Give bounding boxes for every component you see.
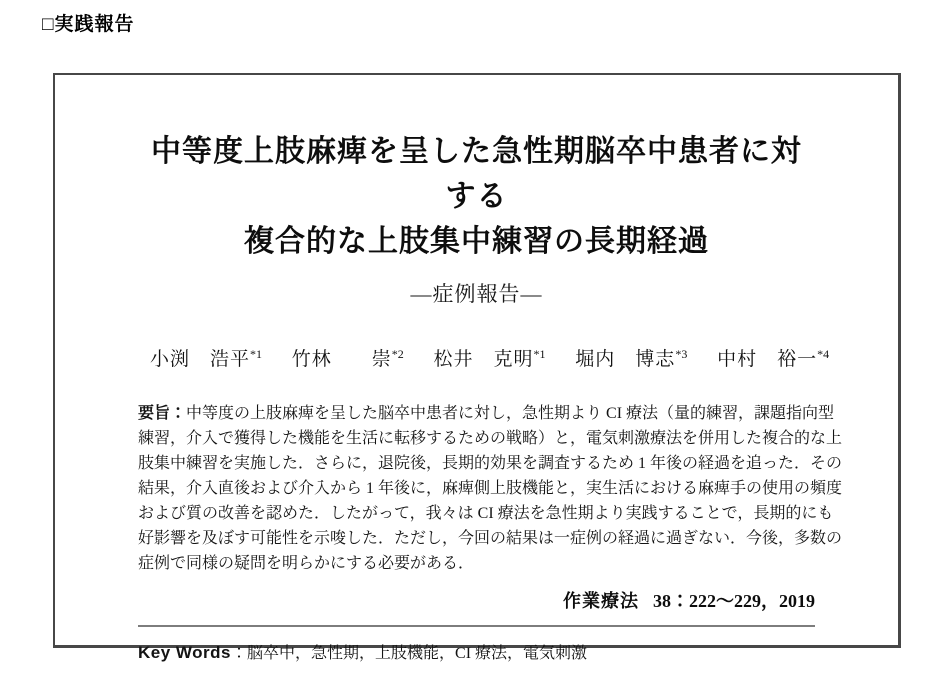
- author-superscript: *1: [250, 347, 263, 361]
- author-superscript: *3: [675, 347, 688, 361]
- author: [150, 349, 262, 370]
- author-name: 堀内 博志: [575, 349, 676, 370]
- paper-title-line2: 複合的な上肢集中練習の長期経過: [244, 225, 709, 258]
- abstract-line: および質の改善を認めた．したがって，我々は CI 療法を急性期より実践することで，長期的にも: [138, 505, 834, 522]
- author-name: 竹林 崇: [291, 349, 392, 370]
- abstract-block: [138, 401, 843, 576]
- keywords-text: 脳卒中，急性期，上肢機能，CI 療法，電気刺激: [247, 645, 588, 662]
- author-superscript: *4: [817, 347, 830, 361]
- keywords-line: [138, 640, 815, 663]
- author: [292, 349, 404, 370]
- divider-line: [138, 625, 815, 627]
- author: [434, 349, 546, 370]
- journal-name: 作業療法: [563, 591, 639, 611]
- abstract-text: 中等度の上肢麻痺を呈した脳卒中患者に対し，急性期より CI 療法（量的練習，課題指向型: [186, 405, 835, 422]
- abstract-label: 要旨：: [138, 405, 187, 422]
- abstract-line: 結果，介入直後および介入から 1 年後に，麻痺側上肢機能と，実生活における麻痺手の使用の頻度: [138, 480, 843, 497]
- author-name: 松井 克明: [433, 349, 534, 370]
- author: [575, 349, 687, 370]
- author-superscript: *2: [391, 347, 404, 361]
- citation-volume-pages: 38：222～229，2019: [653, 591, 815, 611]
- keywords-separator: ：: [231, 645, 248, 662]
- paper-title-line1: 中等度上肢麻痺を呈した急性期脳卒中患者に対する: [151, 135, 802, 213]
- keywords-label: Key Words: [138, 643, 231, 662]
- author: [717, 349, 829, 370]
- authors-line: [138, 344, 830, 371]
- abstract-line: [138, 401, 835, 426]
- author-name: 小渕 浩平: [150, 349, 251, 370]
- author-superscript: *1: [533, 347, 546, 361]
- abstract-line: 練習，介入で獲得した機能を生活に転移するための戦略）と，電気刺激療法を併用した複合的な上: [138, 430, 843, 447]
- journal-citation: [138, 587, 815, 613]
- author-name: 中村 裕一: [717, 349, 818, 370]
- abstract-line: 好影響を及ぼす可能性を示唆した．ただし，今回の結果は一症例の経過に過ぎない．今後，多数の: [138, 530, 843, 547]
- paper-title: [138, 129, 815, 264]
- paper-subtitle: ―症例報告―: [410, 282, 543, 306]
- article-abstract-box: [53, 73, 901, 662]
- abstract-line: 肢集中練習を実施した．さらに，退院後，長期的効果を調査するため 1 年後の経過を追った．その: [138, 455, 843, 472]
- report-type-label: □実践報告: [42, 14, 135, 35]
- abstract-line: 症例で同様の疑問を明らかにする必要がある．: [138, 555, 475, 572]
